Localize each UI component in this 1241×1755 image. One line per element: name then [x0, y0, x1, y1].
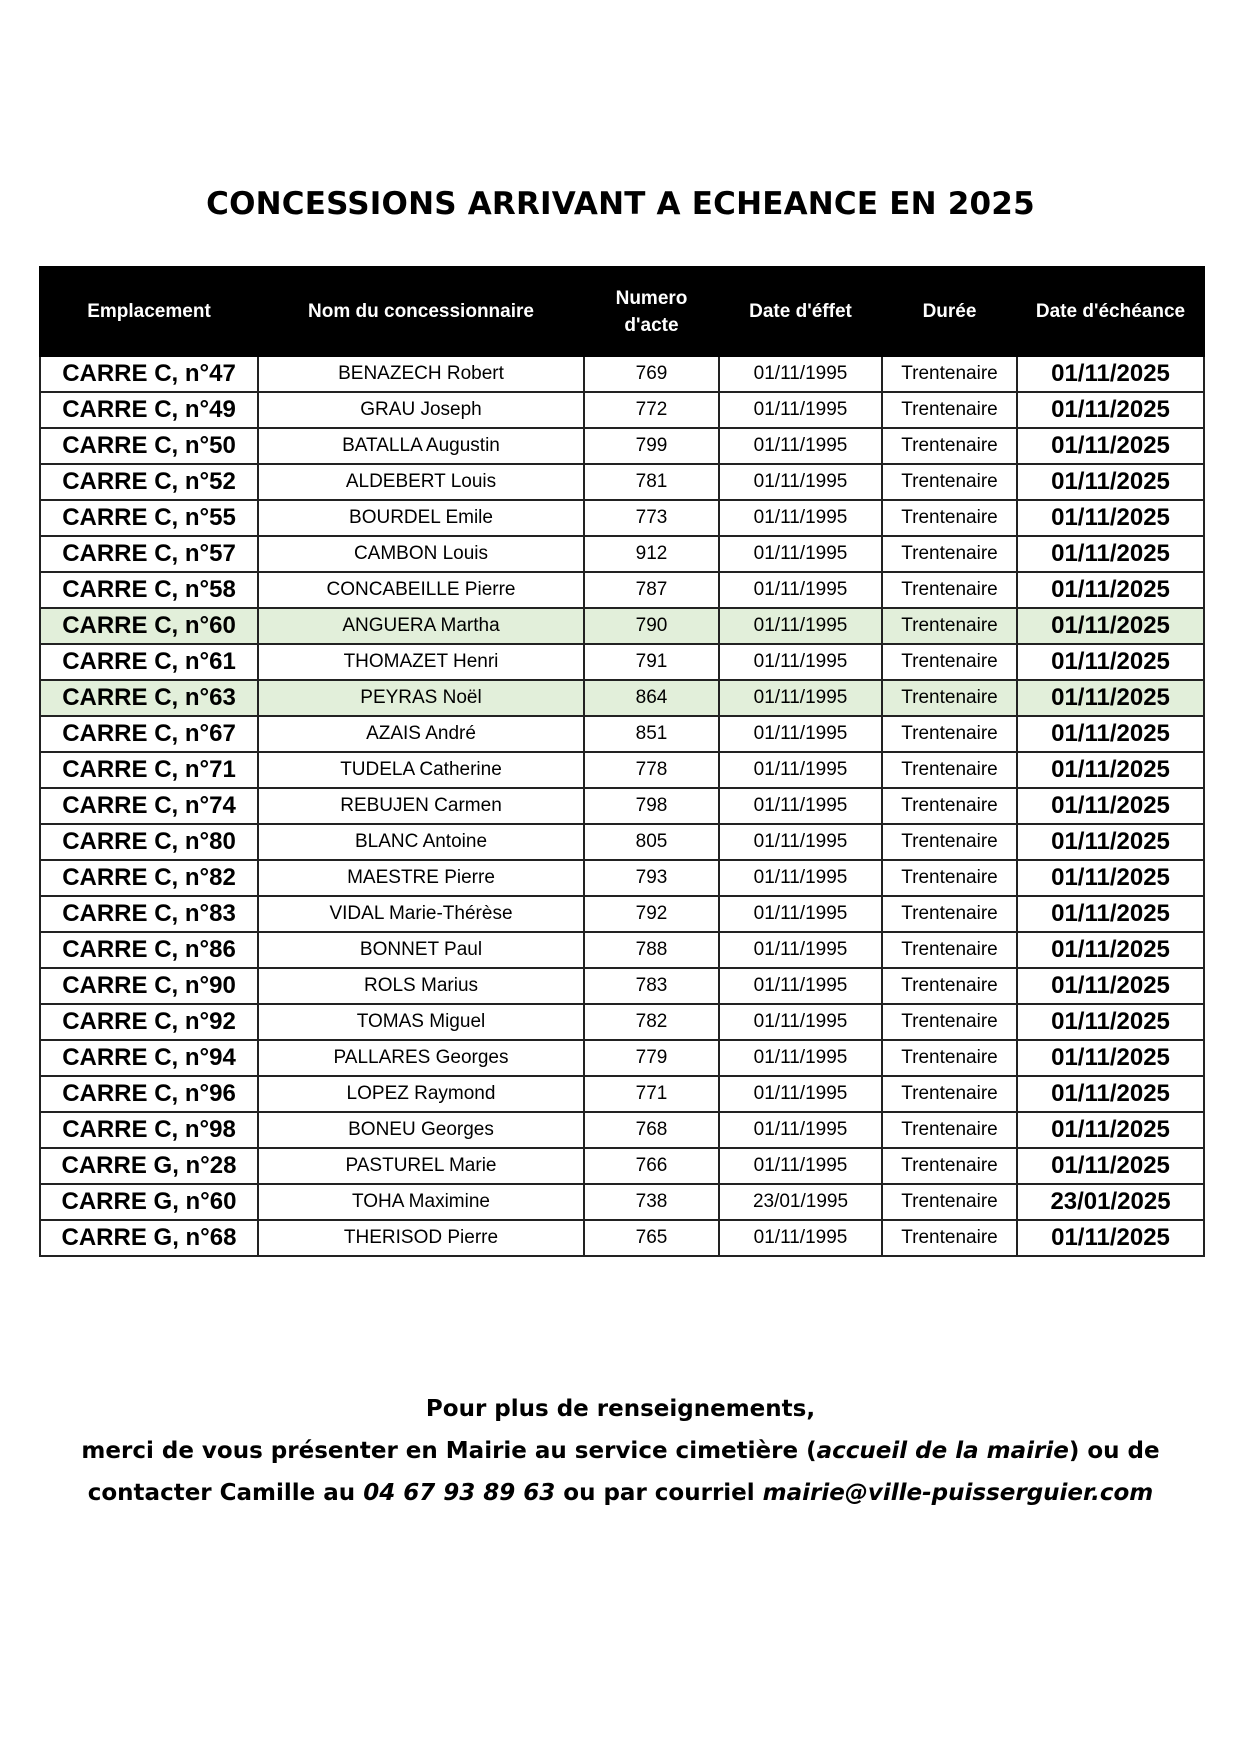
cell-date-echeance: 01/11/2025	[1017, 1112, 1204, 1148]
table-row	[40, 356, 1204, 392]
table-row	[40, 1076, 1204, 1112]
cell-date-effet: 01/11/1995	[719, 752, 882, 788]
info-accueil: accueil de la mairie	[816, 1438, 1069, 1464]
cell-duree: Trentenaire	[882, 608, 1017, 644]
cell-nom: BOURDEL Emile	[258, 500, 584, 536]
cell-date-effet: 01/11/1995	[719, 1004, 882, 1040]
table-row	[40, 428, 1204, 464]
table-row	[40, 968, 1204, 1004]
table-row	[40, 824, 1204, 860]
cell-duree: Trentenaire	[882, 1148, 1017, 1184]
cell-duree: Trentenaire	[882, 968, 1017, 1004]
cell-date-echeance: 01/11/2025	[1017, 608, 1204, 644]
cell-numero: 864	[584, 680, 719, 716]
cell-numero: 738	[584, 1184, 719, 1220]
cell-nom: THOMAZET Henri	[258, 644, 584, 680]
info-line-2-end: ) ou de	[1068, 1438, 1160, 1464]
table-header-row	[40, 267, 1204, 356]
cell-nom: MAESTRE Pierre	[258, 860, 584, 896]
cell-numero: 912	[584, 536, 719, 572]
cell-date-effet: 01/11/1995	[719, 644, 882, 680]
cell-date-effet: 01/11/1995	[719, 860, 882, 896]
cell-duree: Trentenaire	[882, 536, 1017, 572]
cell-emplacement: CARRE C, n°47	[40, 356, 258, 392]
cell-nom: ANGUERA Martha	[258, 608, 584, 644]
cell-date-effet: 01/11/1995	[719, 500, 882, 536]
info-line-3-start: contacter Camille au	[87, 1480, 364, 1506]
cell-date-effet: 01/11/1995	[719, 680, 882, 716]
cell-date-echeance: 01/11/2025	[1017, 1040, 1204, 1076]
table-row	[40, 1004, 1204, 1040]
cell-date-effet: 01/11/1995	[719, 932, 882, 968]
cell-date-echeance: 01/11/2025	[1017, 644, 1204, 680]
cell-date-echeance: 01/11/2025	[1017, 572, 1204, 608]
cell-nom: BONNET Paul	[258, 932, 584, 968]
cell-numero: 791	[584, 644, 719, 680]
cell-nom: AZAIS André	[258, 716, 584, 752]
table-row	[40, 572, 1204, 608]
table-row	[40, 1112, 1204, 1148]
cell-date-echeance: 01/11/2025	[1017, 1076, 1204, 1112]
cell-nom: THERISOD Pierre	[258, 1220, 584, 1256]
cell-date-echeance: 01/11/2025	[1017, 1220, 1204, 1256]
cell-date-echeance: 01/11/2025	[1017, 680, 1204, 716]
cell-date-echeance: 01/11/2025	[1017, 896, 1204, 932]
cell-date-effet: 01/11/1995	[719, 572, 882, 608]
table-row	[40, 752, 1204, 788]
cell-numero: 792	[584, 896, 719, 932]
table-row	[40, 680, 1204, 716]
cell-emplacement: CARRE C, n°63	[40, 680, 258, 716]
cell-duree: Trentenaire	[882, 572, 1017, 608]
cell-numero: 783	[584, 968, 719, 1004]
cell-numero: 781	[584, 464, 719, 500]
cell-numero: 771	[584, 1076, 719, 1112]
cell-emplacement: CARRE C, n°52	[40, 464, 258, 500]
table-row	[40, 932, 1204, 968]
table-row	[40, 500, 1204, 536]
cell-nom: BONEU Georges	[258, 1112, 584, 1148]
cell-duree: Trentenaire	[882, 1004, 1017, 1040]
cell-duree: Trentenaire	[882, 392, 1017, 428]
header-nom: Nom du concessionnaire	[258, 267, 584, 356]
cell-date-effet: 01/11/1995	[719, 608, 882, 644]
cell-date-echeance: 01/11/2025	[1017, 788, 1204, 824]
cell-duree: Trentenaire	[882, 716, 1017, 752]
cell-numero: 772	[584, 392, 719, 428]
cell-date-effet: 01/11/1995	[719, 1076, 882, 1112]
cell-nom: TOHA Maximine	[258, 1184, 584, 1220]
cell-numero: 782	[584, 1004, 719, 1040]
cell-emplacement: CARRE C, n°98	[40, 1112, 258, 1148]
cell-date-effet: 01/11/1995	[719, 824, 882, 860]
cell-emplacement: CARRE G, n°28	[40, 1148, 258, 1184]
cell-numero: 793	[584, 860, 719, 896]
cell-emplacement: CARRE C, n°50	[40, 428, 258, 464]
cell-emplacement: CARRE C, n°58	[40, 572, 258, 608]
cell-emplacement: CARRE C, n°80	[40, 824, 258, 860]
cell-numero: 773	[584, 500, 719, 536]
table-row	[40, 464, 1204, 500]
info-line-1: Pour plus de renseignements,	[425, 1396, 816, 1422]
cell-emplacement: CARRE C, n°96	[40, 1076, 258, 1112]
cell-numero: 768	[584, 1112, 719, 1148]
cell-nom: BATALLA Augustin	[258, 428, 584, 464]
table-row	[40, 1220, 1204, 1256]
header-date-effet: Date d'éffet	[719, 267, 882, 356]
table-row	[40, 896, 1204, 932]
cell-emplacement: CARRE C, n°86	[40, 932, 258, 968]
table-row	[40, 536, 1204, 572]
table-row	[40, 1184, 1204, 1220]
cell-date-effet: 01/11/1995	[719, 1112, 882, 1148]
cell-date-echeance: 01/11/2025	[1017, 824, 1204, 860]
cell-date-effet: 01/11/1995	[719, 536, 882, 572]
cell-nom: TUDELA Catherine	[258, 752, 584, 788]
cell-date-echeance: 01/11/2025	[1017, 860, 1204, 896]
table-row	[40, 1040, 1204, 1076]
cell-nom: REBUJEN Carmen	[258, 788, 584, 824]
table-row	[40, 608, 1204, 644]
header-numero-line2: d'acte	[624, 314, 679, 336]
cell-date-echeance: 01/11/2025	[1017, 356, 1204, 392]
header-numero-line1: Numero	[615, 287, 688, 309]
cell-date-effet: 01/11/1995	[719, 392, 882, 428]
info-line-2	[0, 1430, 1241, 1472]
cell-duree: Trentenaire	[882, 788, 1017, 824]
cell-numero: 799	[584, 428, 719, 464]
cell-date-echeance: 01/11/2025	[1017, 752, 1204, 788]
cell-duree: Trentenaire	[882, 500, 1017, 536]
concessions-table	[39, 266, 1205, 1257]
cell-emplacement: CARRE C, n°74	[40, 788, 258, 824]
header-duree: Durée	[882, 267, 1017, 356]
cell-nom: VIDAL Marie-Thérèse	[258, 896, 584, 932]
page-title: CONCESSIONS ARRIVANT A ECHEANCE EN 2025	[206, 186, 1035, 222]
table-row	[40, 860, 1204, 896]
cell-emplacement: CARRE C, n°55	[40, 500, 258, 536]
cell-emplacement: CARRE G, n°68	[40, 1220, 258, 1256]
info-line-2-start: merci de vous présenter en Mairie au service cimetière (	[81, 1438, 817, 1464]
cell-nom: PASTUREL Marie	[258, 1148, 584, 1184]
cell-date-effet: 01/11/1995	[719, 464, 882, 500]
cell-date-echeance: 01/11/2025	[1017, 428, 1204, 464]
cell-date-echeance: 01/11/2025	[1017, 464, 1204, 500]
cell-nom: CONCABEILLE Pierre	[258, 572, 584, 608]
cell-date-echeance: 01/11/2025	[1017, 500, 1204, 536]
info-block	[0, 1388, 1241, 1514]
cell-nom: PALLARES Georges	[258, 1040, 584, 1076]
cell-duree: Trentenaire	[882, 1040, 1017, 1076]
header-emplacement: Emplacement	[40, 267, 258, 356]
cell-numero: 805	[584, 824, 719, 860]
cell-numero: 790	[584, 608, 719, 644]
cell-nom: BENAZECH Robert	[258, 356, 584, 392]
info-phone: 04 67 93 89 63	[363, 1480, 556, 1506]
cell-emplacement: CARRE C, n°57	[40, 536, 258, 572]
cell-emplacement: CARRE C, n°49	[40, 392, 258, 428]
cell-date-echeance: 01/11/2025	[1017, 1148, 1204, 1184]
cell-emplacement: CARRE C, n°61	[40, 644, 258, 680]
cell-emplacement: CARRE C, n°83	[40, 896, 258, 932]
cell-duree: Trentenaire	[882, 428, 1017, 464]
table-row	[40, 644, 1204, 680]
cell-duree: Trentenaire	[882, 896, 1017, 932]
cell-date-echeance: 01/11/2025	[1017, 932, 1204, 968]
cell-date-echeance: 01/11/2025	[1017, 1004, 1204, 1040]
cell-numero: 778	[584, 752, 719, 788]
cell-date-effet: 01/11/1995	[719, 1220, 882, 1256]
cell-duree: Trentenaire	[882, 680, 1017, 716]
cell-date-echeance: 01/11/2025	[1017, 392, 1204, 428]
cell-numero: 787	[584, 572, 719, 608]
cell-nom: GRAU Joseph	[258, 392, 584, 428]
cell-nom: TOMAS Miguel	[258, 1004, 584, 1040]
cell-nom: BLANC Antoine	[258, 824, 584, 860]
cell-emplacement: CARRE C, n°60	[40, 608, 258, 644]
cell-duree: Trentenaire	[882, 1076, 1017, 1112]
cell-duree: Trentenaire	[882, 824, 1017, 860]
info-email: mairie@ville-puisserguier.com	[762, 1480, 1154, 1506]
cell-date-effet: 01/11/1995	[719, 716, 882, 752]
table-row	[40, 1148, 1204, 1184]
cell-date-effet: 01/11/1995	[719, 428, 882, 464]
cell-duree: Trentenaire	[882, 752, 1017, 788]
cell-nom: LOPEZ Raymond	[258, 1076, 584, 1112]
cell-date-effet: 01/11/1995	[719, 356, 882, 392]
cell-numero: 851	[584, 716, 719, 752]
cell-emplacement: CARRE C, n°92	[40, 1004, 258, 1040]
table-row	[40, 788, 1204, 824]
cell-duree: Trentenaire	[882, 1184, 1017, 1220]
cell-date-echeance: 01/11/2025	[1017, 968, 1204, 1004]
table-row	[40, 716, 1204, 752]
cell-date-effet: 01/11/1995	[719, 1040, 882, 1076]
cell-numero: 766	[584, 1148, 719, 1184]
cell-numero: 798	[584, 788, 719, 824]
cell-numero: 779	[584, 1040, 719, 1076]
cell-duree: Trentenaire	[882, 356, 1017, 392]
info-line-3-mid: ou par courriel	[555, 1480, 763, 1506]
table-body	[40, 356, 1204, 1256]
cell-emplacement: CARRE G, n°60	[40, 1184, 258, 1220]
cell-duree: Trentenaire	[882, 464, 1017, 500]
cell-duree: Trentenaire	[882, 644, 1017, 680]
header-numero	[584, 267, 719, 356]
cell-numero: 788	[584, 932, 719, 968]
cell-date-effet: 01/11/1995	[719, 896, 882, 932]
cell-duree: Trentenaire	[882, 932, 1017, 968]
header-date-echeance: Date d'échéance	[1017, 267, 1204, 356]
cell-date-effet: 01/11/1995	[719, 788, 882, 824]
cell-nom: CAMBON Louis	[258, 536, 584, 572]
cell-emplacement: CARRE C, n°90	[40, 968, 258, 1004]
cell-duree: Trentenaire	[882, 1112, 1017, 1148]
cell-nom: ROLS Marius	[258, 968, 584, 1004]
cell-date-echeance: 01/11/2025	[1017, 536, 1204, 572]
info-line-3	[0, 1472, 1241, 1514]
cell-date-effet: 01/11/1995	[719, 968, 882, 1004]
cell-numero: 765	[584, 1220, 719, 1256]
table-row	[40, 392, 1204, 428]
cell-nom: PEYRAS Noël	[258, 680, 584, 716]
cell-emplacement: CARRE C, n°71	[40, 752, 258, 788]
cell-nom: ALDEBERT Louis	[258, 464, 584, 500]
cell-emplacement: CARRE C, n°67	[40, 716, 258, 752]
cell-date-echeance: 23/01/2025	[1017, 1184, 1204, 1220]
cell-date-effet: 23/01/1995	[719, 1184, 882, 1220]
cell-duree: Trentenaire	[882, 860, 1017, 896]
cell-emplacement: CARRE C, n°94	[40, 1040, 258, 1076]
cell-emplacement: CARRE C, n°82	[40, 860, 258, 896]
cell-numero: 769	[584, 356, 719, 392]
cell-duree: Trentenaire	[882, 1220, 1017, 1256]
cell-date-echeance: 01/11/2025	[1017, 716, 1204, 752]
cell-date-effet: 01/11/1995	[719, 1148, 882, 1184]
